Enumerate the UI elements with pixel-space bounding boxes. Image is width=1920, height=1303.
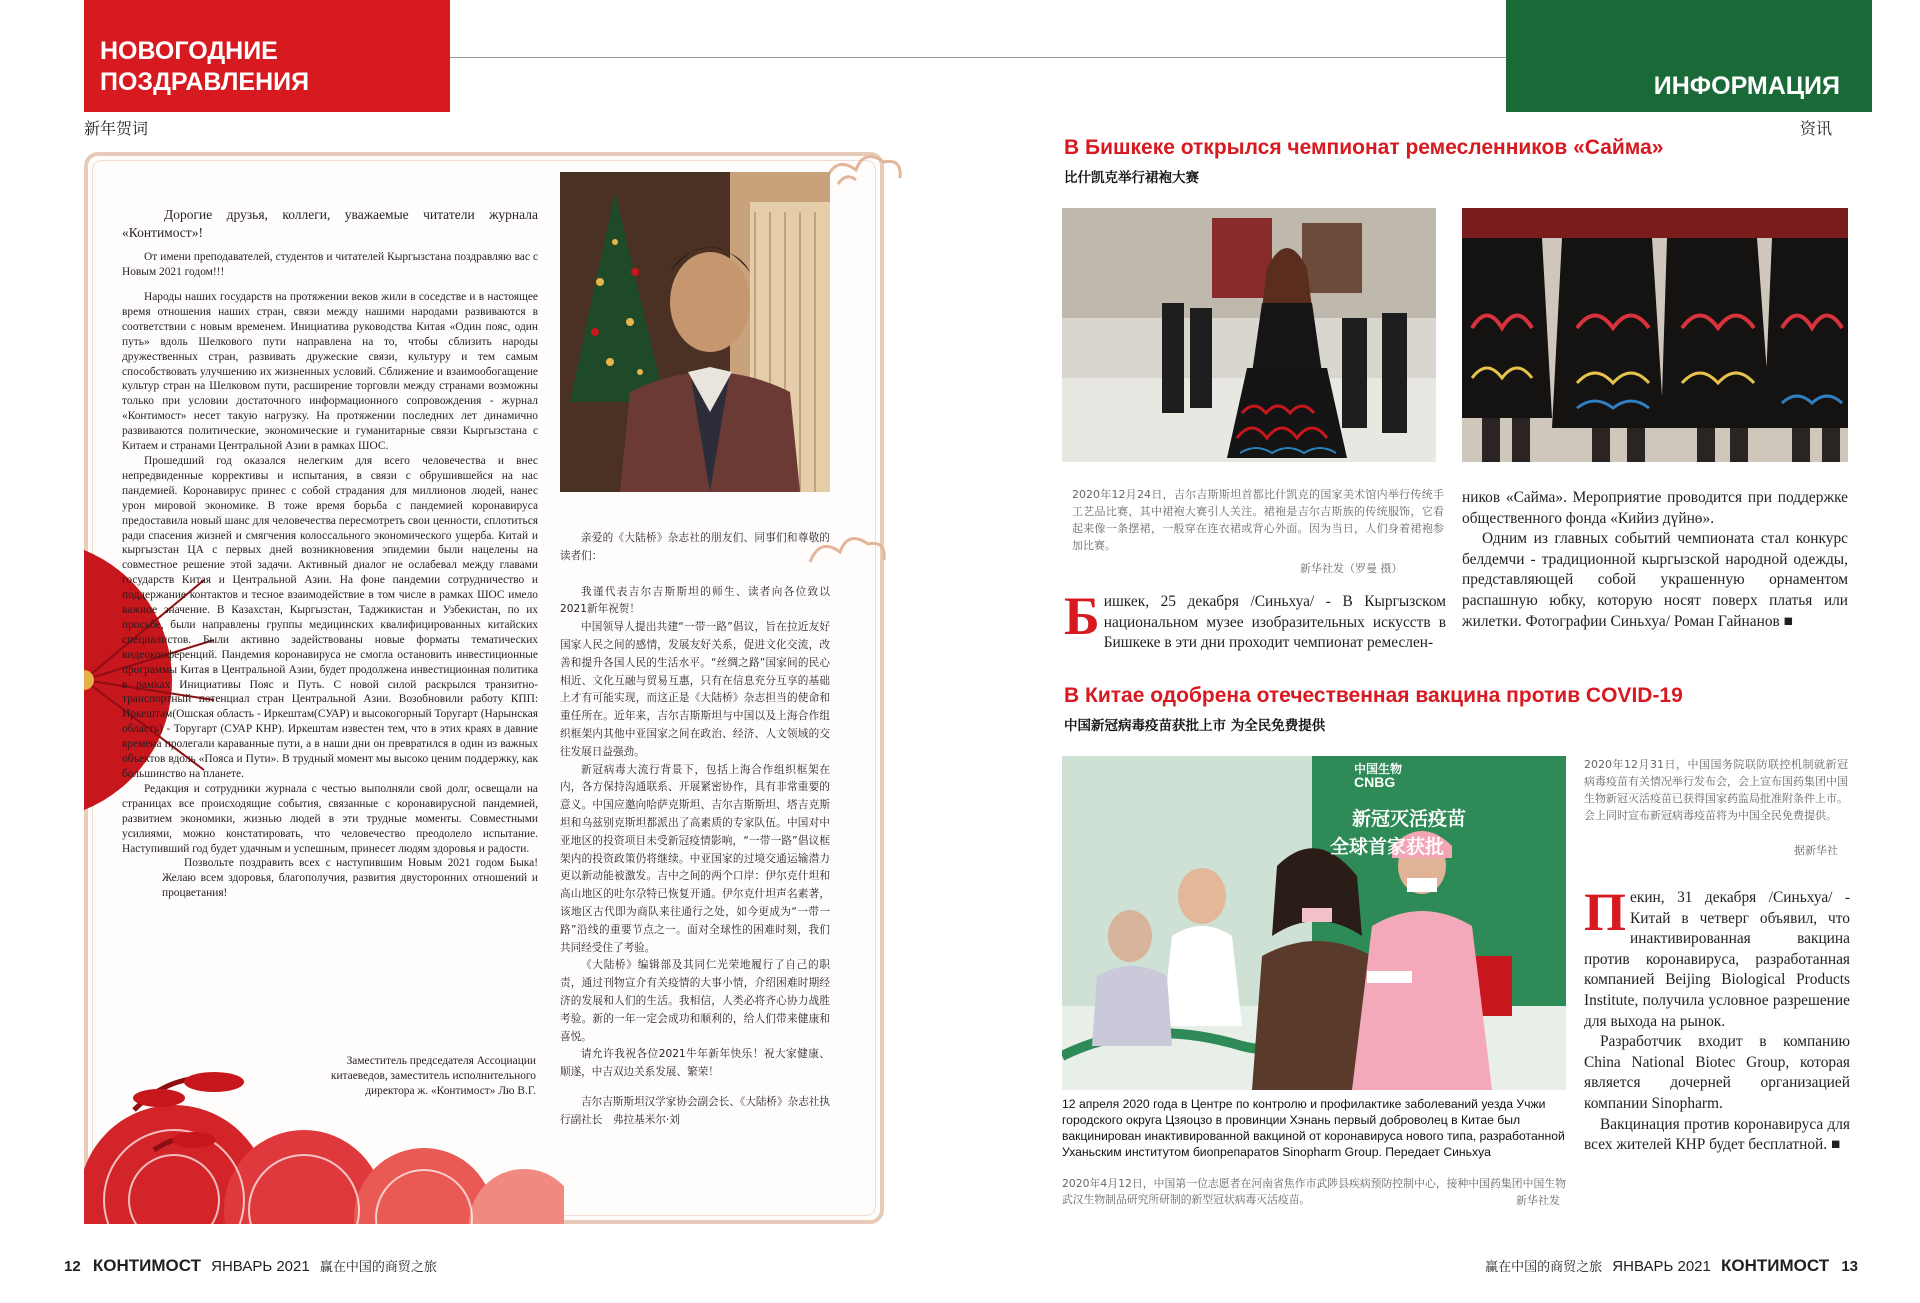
article2-body-text: Разработчик входит в компанию China National Biotec Group, которая является дочерней организацией компании Sinopharm. — [1584, 1033, 1850, 1112]
footer-brand-right: КОНТИМОСТ — [1721, 1256, 1830, 1275]
ru-paragraph: От имени преподавателей, студентов и читателей Кыргызстана поздравляю вас с Новым 2021 годом!!! — [122, 251, 538, 278]
zh-paragraph: 中国领导人提出共建“一带一路”倡议，旨在拉近友好国家人民之间的感情，发展友好关系，促进文化交流，改善和提升各国人民的生活水平。“丝绸之路”国家间的民心相近、文化互融与贸易互惠，只有在信息充分互享的基础上才有可能实现，而这正是《大陆桥》杂志担当的使命和重任所在。近年来，吉尔吉斯斯坦与中国以及上海合作组织框架内其他中亚国家之间在政治、经济、人文领域的交往发展日益强劲。 — [560, 621, 830, 758]
page-number-right: 13 — [1841, 1258, 1858, 1275]
section-title-line2: ПОЗДРАВЛЕНИЯ — [100, 68, 310, 96]
footer-slogan-left: 赢在中国的商贸之旅 — [319, 1260, 437, 1275]
footer-date-left: ЯНВАРЬ 2021 — [211, 1258, 310, 1275]
sign-top-text: 中国生物 — [1354, 762, 1403, 776]
article2-photo-caption-ru: 12 апреля 2020 года в Центре по контролю и профилактике заболеваний уезда Учжи городского округа Цзяоцзо в провинции Хэнань первый доброволец в Китае был вакцинирован инактивированной вакциной от коронавируса нового типа, разработанной Уханьским институтом биопрепаратов Sinopharm Group. Передает Синьхуа — [1062, 1097, 1565, 1159]
ru-greeting-column-2 — [122, 290, 538, 901]
footer-right — [1485, 1256, 1858, 1276]
ru-signature: Заместитель председателя Ассоциации китаеведов, заместитель исполнительного директора ж. «Контимост» Лю В.Г. — [330, 1055, 536, 1097]
article1-subtitle-zh: 比什凯克举行裙袍大赛 — [1064, 170, 1199, 186]
article1-body-text: ишкек, 25 декабря /Синьхуа/ - В Кыргызском национальном музее изобразительных искусств в Бишкеке в эти дни проходит чемпионат ремеслен- — [1103, 593, 1446, 652]
ru-paragraph: Редакция и сотрудники журнала с честью выполняли свой долг, освещали на страницах все происходящие события, связанные с коронавирусной пандемией, развитием экономики, жизнью людей в эти трудные моменты. Совместными усилиями, можно констатировать, что человечество преодолело испытание. Наступивший год будет удачным и успешным, принесет людям здоровья и радости. — [122, 782, 538, 855]
article1-body-col2 — [1462, 488, 1848, 632]
show-illustration — [1062, 208, 1436, 462]
article2-body — [1584, 882, 1850, 1156]
section-title-info: ИНФОРМАЦИЯ — [1653, 72, 1840, 100]
zh-paragraph: 请允许我祝各位2021牛年新年快乐！祝大家健康、顺遂，中吉双边关系发展、繁荣！ — [560, 1048, 830, 1079]
section-zh-label-left: 新年贺词 — [84, 119, 149, 138]
article1-photo-skirts — [1462, 208, 1848, 462]
article1-body-text: Одним из главных событий чемпионата стал конкурс белдемчи - традиционной кыргызской народной одежды, представляющей собой украшенную орнаментом распашную юбку, которую носят поверх платья или жилетки. Фотографии Синьхуа/ Роман Гайнанов ■ — [1462, 530, 1848, 630]
footer-date-right: ЯНВАРЬ 2021 — [1612, 1258, 1711, 1275]
ru-greeting-column — [122, 206, 538, 280]
zh-paragraph: 新冠病毒大流行背景下，包括上海合作组织框架在内，各方保持沟通联系、开展紧密协作，具有非常重要的意义。中国应邀向哈萨克斯坦、吉尔吉斯斯坦、塔吉克斯坦和乌兹别克斯坦都派出了高素质的专家队伍。中国对中亚地区的投资项目未受新冠疫情影响，“一带一路”倡议框架内的投资政策仍将继续。中亚国家的过境交通运输潜力更以新动能被激发。吉中之间的两个口岸：伊尔克什坦和高山地区的吐尔尕特已恢复开通。伊尔克什坦声名素著，该地区古代即为商队来往通行之处，如今更成为“一带一路”沿线的重要节点之一。面对全球性的困难时刻，我们共同经受住了考验。 — [560, 763, 830, 954]
vaccination-illustration — [1062, 756, 1566, 1090]
footer-slogan-right: 赢在中国的商贸之旅 — [1485, 1260, 1603, 1275]
zh-paragraph: 我谨代表吉尔吉斯斯坦的师生、读者向各位致以2021新年祝贺！ — [560, 585, 830, 616]
article2-photo-caption-zh: 2020年4月12日，中国第一位志愿者在河南省焦作市武陟县疾病预防控制中心，接种中国药集团中国生物武汉生物制品研究所研制的新型冠状病毒灭活疫苗。 — [1062, 1177, 1566, 1206]
ru-paragraph: Позвольте поздравить всех с наступившим Новым 2021 годом Быка! Желаю всем здоровья, благополучия, развития двусторонних отношений и процветания! — [162, 857, 538, 900]
page-number-left: 12 — [64, 1258, 81, 1275]
section-tab-greetings — [84, 0, 450, 112]
ru-paragraph: Народы наших государств на протяжении веков жили в соседстве и в настоящее время отношения наших стран, связи между нашими народами развиваются в соответствии с новым временем. Инициатива руководства Китая «Один пояс, один путь» вдоль Шелкового пути направлена на то, чтобы сблизить народы дружественных стран, развивать дружеские связи, культуру и тем самым способствовать улучшению их жизненных условий. Сближение и взаимообогащение культур стран на Шелковом пути, расширение торговли между странами возможны только при условии достаточного информационного сопровождения - журнал «Контимост» несет такую нагрузку. На протяжении последних лет динамично развиваются политические, экономические и гуманитарные связи Кыргызстана с Китаем и странами Центральной Азии в рамках ШОС. — [122, 291, 538, 453]
footer-left — [64, 1256, 437, 1276]
article2-body-text: Вакцинация против коронавируса для всех жителей КНР будет бесплатной. ■ — [1584, 1115, 1850, 1154]
article1-caption-credit: 新华社发（罗曼 摄） — [1300, 562, 1403, 575]
article2-body-text: екин, 31 декабря /Синьхуа/ - Китай в четверг объявил, что инактивированная вакцина против коронавируса, разработанная компанией Beijing Biological Products Institute, получила условное разрешение для выхода на рынок. — [1584, 889, 1850, 1030]
greeting-salutation: Дорогие друзья, коллеги, уважаемые читатели журнала «Контимост»! — [122, 207, 538, 240]
sign-line1: 新冠灭活疫苗 — [1352, 808, 1467, 830]
article2-photo-caption-credit: 新华社发 — [1516, 1194, 1560, 1207]
article1-headline: В Бишкеке открылся чемпионат ремесленников «Сайма» — [1064, 136, 1664, 159]
header-rule — [450, 57, 1506, 58]
zh-signature: 吉尔吉斯斯坦汉学家协会副会长、《大陆桥》杂志社执行副社长 弗拉基米尔·刘 — [560, 1095, 830, 1126]
article2-headline: В Китае одобрена отечественная вакцина против COVID-19 — [1064, 684, 1683, 707]
sign-line2: 全球首家获批 — [1330, 836, 1445, 858]
section-title-line1: НОВОГОДНИЕ — [100, 37, 278, 65]
zh-paragraph: 《大陆桥》编辑部及其同仁光荣地履行了自己的职责，通过刊物宣介有关疫情的大事小情，介绍困难时期经济的发展和人们的生活。我相信，人类必将齐心协力战胜考验。新的一年一定会成功和顺利的，给人们带来健康和喜悦。 — [560, 959, 830, 1043]
article1-caption-zh: 2020年12月24日，吉尔吉斯斯坦首都比什凯克的国家美术馆内举行传统手工艺品比赛，其中裙袍大赛引人关注。裙袍是吉尔吉斯族的传统服饰，它看起来像一条摆裙，一般穿在连衣裙或背心外面。因为当日，人们身着裙袍参加比赛。 — [1072, 488, 1444, 552]
article1-body-text: ников «Сайма». Мероприятие проводится при поддержке общественного фонда «Кийиз дүйнө». — [1462, 489, 1848, 527]
sign-brand: CNBG — [1354, 774, 1396, 790]
article2-caption-credit-side: 据新华社 — [1794, 844, 1838, 857]
portrait-photo — [560, 172, 830, 492]
zh-salutation: 亲爱的《大陆桥》杂志社的朋友们、同事们和尊敬的读者们： — [560, 532, 830, 562]
article2-dropcap: П — [1584, 882, 1627, 942]
article1-photo-show — [1062, 208, 1436, 462]
red-waves-ornament — [84, 990, 564, 1224]
article2-caption-zh-side: 2020年12月31日，中国国务院联防联控机制就新冠病毒疫苗有关情况举行发布会，会上宣布国药集团中国生物新冠灭活疫苗已获得国家药监局批准附条件上市。会上同时宣布新冠病毒疫苗将为中国全民免费提供。 — [1584, 758, 1848, 822]
article1-body-col1 — [1064, 586, 1446, 654]
ru-paragraph: Прошедший год оказался нелегким для всего человечества и внес непредвиденные коррективы и испытания, в связи с обрушившейся на нас пандемией. Коронавирус принес с собой страдания для миллионов людей, нанес урон мировой экономике. В тоже время борьба с пандемией коронавируса предоставила новый шанс для человечества пересмотреть свои ценности, сплотиться ради спасения жизней и смягчения колоссального экономического ущерба. Китай и кыргызстан ЦА с первых дней возникновения эпидемии были нацелены на совместное решение этой задачи. Активный диалог не ослабевал между главами государств Китая и Центральной Азии. На фоне пандемии сотрудничество и поддержание контактов и тесное взаимодействие в том числе в рамках ШОС имело важное значение. В Казахстан, Кыргызстан, Таджикистан и Узбекистан, по их просьбе, были направлены группы медицинских квалифицированных китайских специалистов. Были активно задействованы новые форматы тематических видеоконференций. Пандемия коронавируса не смогла остановить инвестиционные программы Китая в Центральной Азии, будет продолжена инвестиционная политика в рамках Инициативы Пояс и Путь. С новой силой раскрылся транзитно-транспортный потенциал стран Центральной Азии. Возобновили работу КПП: Иркештам(Ошская область - Иркештам(СУАР) и высокогорный Торугарт (Нарынская область) - Торугарт (СУАР КНР). Иркештам известен тем, что в этих краях в давние времена пролегали караванные пути, а в наши дни он превратился в один из важных объектов вдоль «Пояса и Пути». В трудный момент мы высоко ценим поддержку, как большинство на планете. — [122, 454, 538, 780]
article2-subtitle-zh: 中国新冠病毒疫苗获批上市 为全民免费提供 — [1064, 718, 1326, 734]
article2-photo-vaccination — [1062, 756, 1566, 1090]
skirts-illustration — [1462, 208, 1848, 462]
portrait-illustration — [560, 172, 830, 492]
footer-brand-left: КОНТИМОСТ — [92, 1256, 201, 1275]
section-zh-label-right: 资讯 — [1800, 119, 1833, 138]
section-tab-info — [1506, 0, 1872, 112]
zh-greeting-column — [560, 530, 830, 1130]
article1-dropcap: Б — [1064, 586, 1100, 646]
